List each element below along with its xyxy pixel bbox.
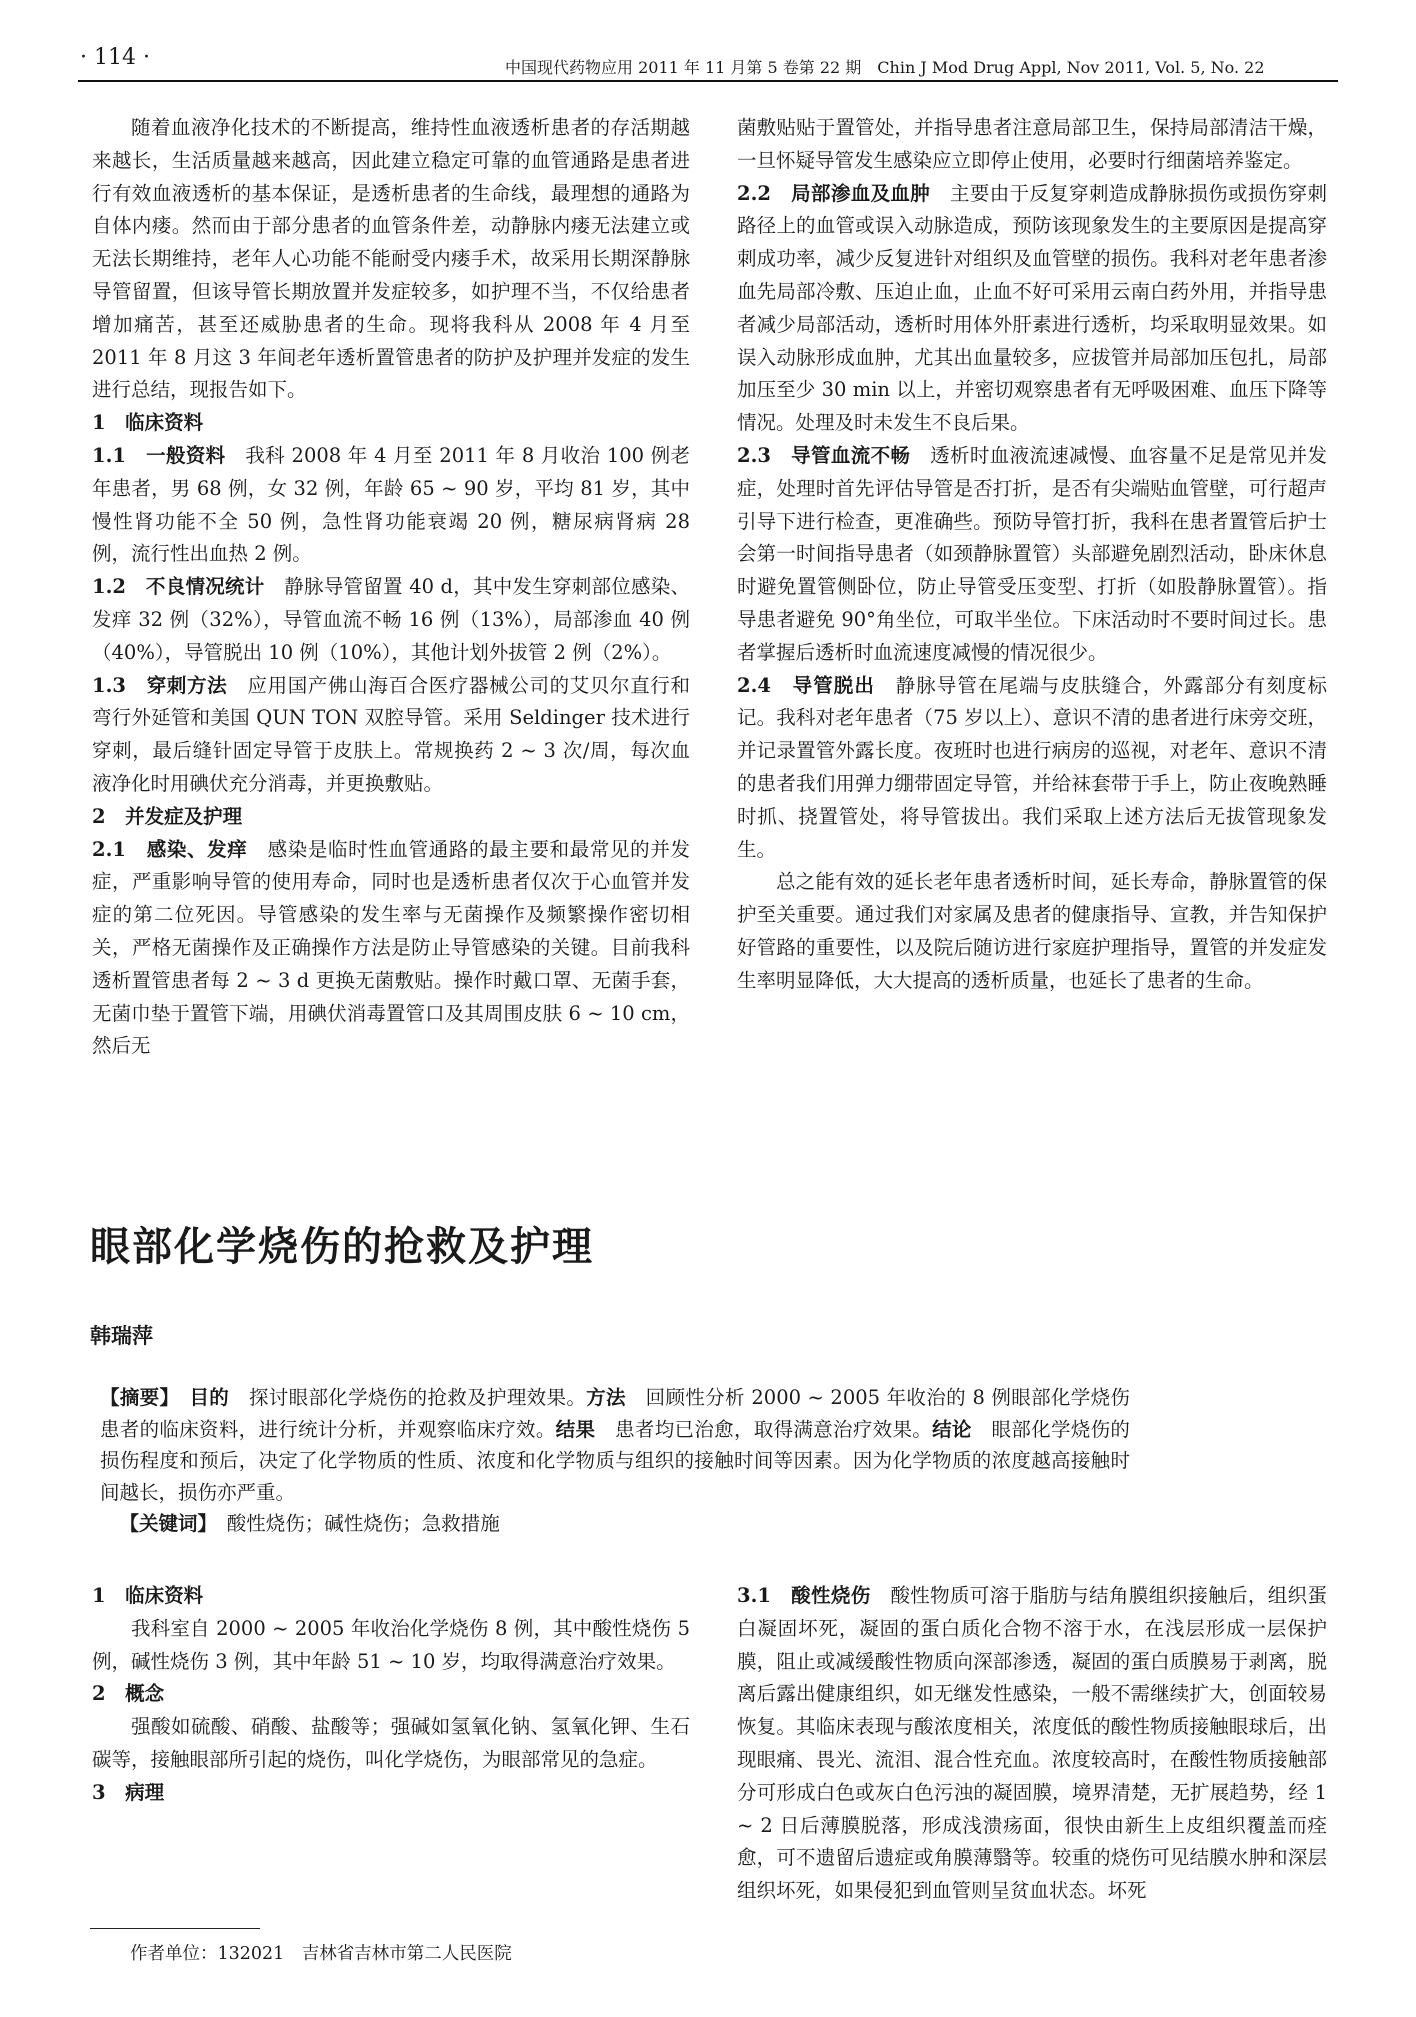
subsection-heading: 2.4 导管脱出	[737, 673, 875, 697]
abstract-text	[100, 1382, 1130, 1508]
section-heading: 2 概念	[92, 1682, 165, 1706]
paragraph	[92, 834, 690, 1064]
paragraph	[737, 670, 1327, 867]
objective-text: 探讨眼部化学烧伤的抢救及护理效果。	[248, 1386, 587, 1409]
footnote: 作者单位：132021 吉林省吉林市第二人民医院	[130, 1944, 512, 1964]
paragraph-text: 主要由于反复穿刺造成静脉损伤或损伤穿刺路径上的血管或误入动脉造成，预防该现象发生的主要原因是提高穿刺成功率，减少反复进针对组织及血管壁的损伤。我科对老年患者渗血先局部冷敷、压迫止血，止血不好可采用云南白药外用，并指导患者减少局部活动，透析时用体外肝素进行透析，均采取明显效果。如误入动脉形成血肿，尤其出血量较多，应拔管并局部加压包扎，局部加压至少 30 min 以上，并密切观察患者有无呼吸困难、血压下降等情况。处理及时未发生不良后果。	[737, 181, 1327, 435]
section-heading: 1 临床资料	[92, 1584, 204, 1607]
result-text: 患者均已治愈，取得满意治疗效果。	[615, 1417, 933, 1441]
section-heading: 2 并发症及护理	[92, 804, 243, 828]
subsection-heading: 2.3 导管血流不畅	[737, 443, 911, 467]
keywords	[100, 1508, 1130, 1540]
section-heading: 1 临床资料	[92, 411, 204, 435]
paragraph	[737, 1580, 1327, 1908]
journal-header: 中国现代药物应用 2011 年 11 月第 5 卷第 22 期 Chin J Mod Drug Appl, Nov 2011, Vol. 5, No. 22	[505, 58, 1265, 77]
subsection-heading: 1.1 一般资料	[92, 443, 226, 467]
article1-summary: 总之能有效的延长老年患者透析时间，延长寿命，静脉置管的保护至关重要。通过我们对家属及患者的健康指导、宣教，并告知保护好管路的重要性，以及院后随访进行家庭护理指导，置管的并发症发生率明显降低，大大提高的透析质量，也延长了患者的生命。	[737, 870, 1327, 992]
subsection-heading: 1.2 不良情况统计	[92, 575, 265, 599]
article2-right-column	[737, 1580, 1327, 1908]
article1-left-column	[92, 112, 690, 1063]
paragraph	[92, 440, 690, 571]
subsection-heading: 1.3 穿刺方法	[92, 673, 228, 697]
article1-intro: 随着血液净化技术的不断提高，维持性血液透析患者的存活期越来越长，生活质量越来越高，因此建立稳定可靠的血管通路是患者进行有效血液透析的基本保证，是透析患者的生命线，最理想的通路为自体内瘘。然而由于部分患者的血管条件差，动静脉内瘘无法建立或无法长期维持，老年人心功能不能耐受内瘘手术，故采用长期深静脉导管留置，但该导管长期放置并发症较多，如护理不当，不仅给患者增加痛苦，甚至还威胁患者的生命。现将我科从 2008 年 4 月至 2011 年 8 月这 3 年间老年透析置管患者的防护及护理并发症的发生进行总结，现报告如下。	[92, 116, 690, 402]
article2-author: 韩瑞萍	[90, 1323, 153, 1348]
paragraph-text: 透析时血液流速减慢、血容量不足是常见并发症，处理时首先评估导管是否打折，是否有尖端贴血管壁，可行超声引导下进行检查，更准确些。预防导管打折，我科在患者置管后护士会第一时间指导患者（如颈静脉置管）头部避免剧烈活动，卧床休息时避免置管侧卧位，防止导管受压变型、打折（如股静脉置管）。指导患者避免 90°角坐位，可取半坐位。下床活动时不要时间过长。患者掌握后透析时血流速度减慢的情况很少。	[737, 443, 1327, 664]
method-text: 回顾性分析 2000 ~ 2005 年收治的 8 例眼部化学烧伤患者的临床资料，进行统计分析，并观察临床疗效。	[100, 1386, 1130, 1441]
paragraph	[737, 440, 1327, 670]
abstract-label: 【摘要】	[100, 1386, 170, 1409]
paragraph-text: 感染是临时性血管通路的最主要和最常见的并发症，严重影响导管的使用寿命，同时也是透析患者仅次于心血管并发症的第二位死因。导管感染的发生率与无菌操作及频繁操作密切相关，严格无菌操作及正确操作方法是防止导管感染的关键。目前我科透析置管患者每 2 ~ 3 d 更换无菌敷贴。操作时戴口罩、无菌手套，无菌巾垫于置管下端，用碘伏消毒置管口及其周围皮肤 6 ~ 10 cm，然后无	[92, 837, 690, 1058]
paragraph: 我科室自 2000 ~ 2005 年收治化学烧伤 8 例，其中酸性烧伤 5 例，碱性烧伤 3 例，其中年龄 51 ~ 10 岁，均取得满意治疗效果。	[92, 1616, 690, 1673]
objective-label: 目的	[189, 1386, 230, 1409]
section-heading: 3 病理	[92, 1780, 165, 1804]
paragraph-text: 静脉导管在尾端与皮肤缝合，外露部分有刻度标记。我科对老年患者（75 岁以上）、意识不清的患者进行床旁交班，并记录置管外露长度。夜班时也进行病房的巡视，对老年、意识不清的患者我们用弹力绷带固定导管，并给袜套带于手上，防止夜晚熟睡时抓、挠置管处，将导管拔出。我们采取上述方法后无拔管现象发生。	[737, 673, 1327, 861]
subsection-heading: 2.2 局部渗血及血肿	[737, 181, 931, 205]
paragraph-text: 静脉导管留置 40 d，其中发生穿刺部位感染、发痒 32 例（32%），导管血流不畅 16 例（13%），局部渗血 40 例（40%），导管脱出 10 例（10%），其他计划外拔管 2 例（2%）。	[92, 575, 690, 664]
header-rule	[78, 80, 1338, 82]
page-number: · 114 ·	[80, 45, 150, 70]
method-label: 方法	[586, 1386, 626, 1409]
paragraph: 菌敷贴贴于置管处，并指导患者注意局部卫生，保持局部清洁干燥，一旦怀疑导管发生感染应立即停止使用，必要时行细菌培养鉴定。	[737, 116, 1327, 172]
paragraph: 强酸如硫酸、硝酸、盐酸等；强碱如氢氧化钠、氢氧化钾、生石碳等，接触眼部所引起的烧伤，叫化学烧伤，为眼部常见的急症。	[92, 1715, 690, 1771]
paragraph	[92, 571, 690, 669]
article2-title: 眼部化学烧伤的抢救及护理	[90, 1224, 594, 1270]
conclusion-label: 结论	[932, 1417, 972, 1441]
paragraph	[737, 178, 1327, 440]
article2-left-column	[92, 1580, 690, 1810]
footnote-rule	[90, 1928, 260, 1929]
result-label: 结果	[555, 1417, 596, 1441]
paragraph-text: 应用国产佛山海百合医疗器械公司的艾贝尔直行和弯行外延管和美国 QUN TON 双腔导管。采用 Seldinger 技术进行穿刺，最后缝针固定导管于皮肤上。常规换药 2 ~ 3 次/周，每次血液净化时用碘伏充分消毒，并更换敷贴。	[92, 673, 690, 795]
article2-abstract	[100, 1382, 1130, 1540]
paragraph-text: 酸性物质可溶于脂肪与结角膜组织接触后，组织蛋白凝固坏死，凝固的蛋白质化合物不溶于水，在浅层形成一层保护膜，阻止或减缓酸性物质向深部渗透，凝固的蛋白质膜易于剥离，脱离后露出健康组织，如无继发性感染，一般不需继续扩大，创面较易恢复。其临床表现与酸浓度相关，浓度低的酸性物质接触眼球后，出现眼痛、畏光、流泪、混合性充血。浓度较高时，在酸性物质接触部分可形成白色或灰白色污浊的凝固膜，境界清楚，无扩展趋势，经 1 ~ 2 日后薄膜脱落，形成浅溃疡面，很快由新生上皮组织覆盖而痊愈，可不遗留后遗症或角膜薄翳等。较重的烧伤可见结膜水肿和深层组织坏死，如果侵犯到血管则呈贫血状态。坏死	[737, 1584, 1327, 1903]
subsection-heading: 3.1 酸性烧伤	[737, 1584, 871, 1607]
article1-right-column	[737, 112, 1327, 998]
conclusion-text: 眼部化学烧伤的损伤程度和预后，决定了化学物质的性质、浓度和化学物质与组织的接触时间等因素。因为化学物质的浓度越高接触时间越长，损伤亦严重。	[100, 1417, 1130, 1504]
keywords-label: 【关键词】	[119, 1512, 208, 1535]
paragraph-text: 我科 2008 年 4 月至 2011 年 8 月收治 100 例老年患者，男 68 例，女 32 例，年龄 65 ~ 90 岁，平均 81 岁，其中慢性肾功能不全 50 例，急性肾功能衰竭 20 例，糖尿病肾病 28 例，流行性出血热 2 例。	[92, 443, 690, 566]
subsection-heading: 2.1 感染、发痒	[92, 837, 248, 861]
paragraph	[92, 670, 690, 801]
keywords-text: 酸性烧伤；碱性烧伤；急救措施	[226, 1512, 500, 1535]
